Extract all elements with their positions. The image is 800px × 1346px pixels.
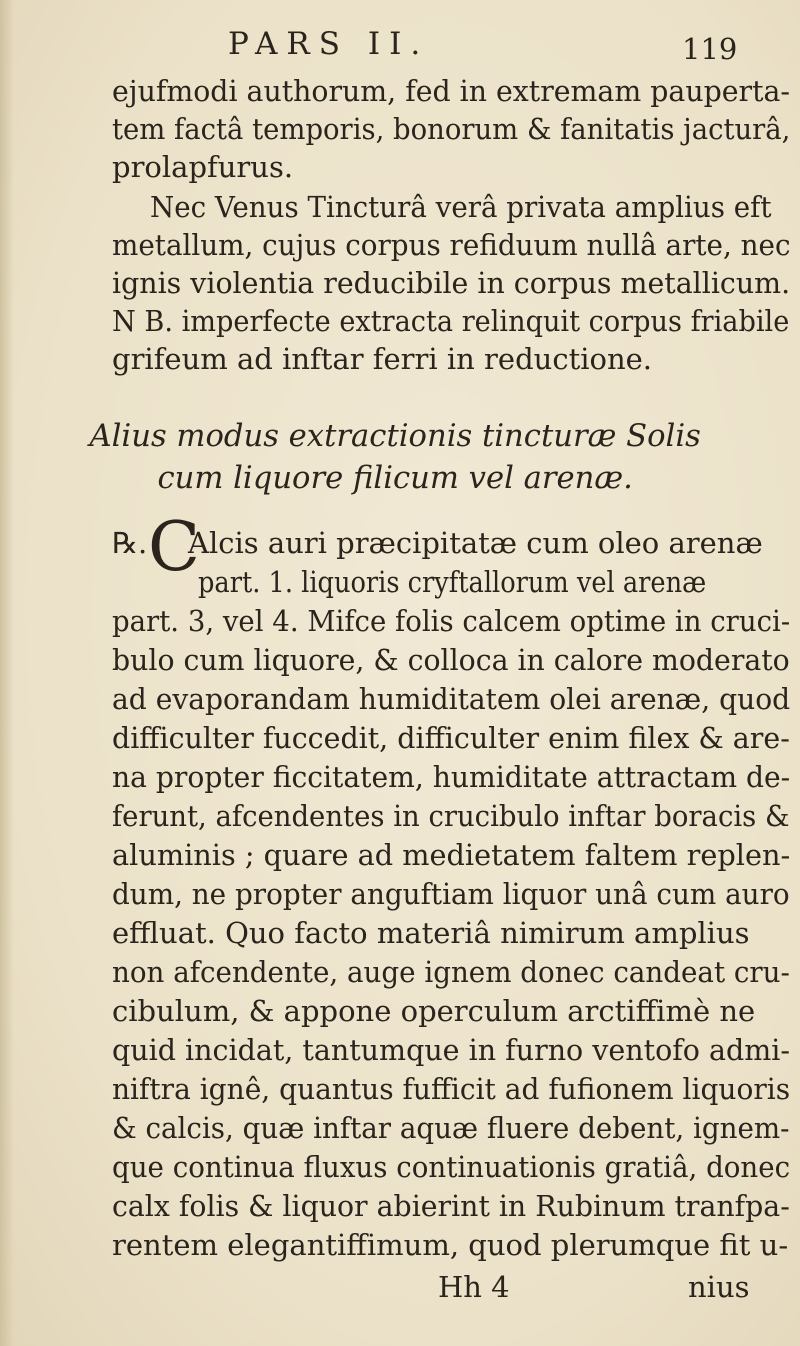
text-line: tem factâ temporis, bonorum & fanitatis jacturâ, bbox=[112, 112, 791, 146]
text-line: effluat. Quo facto materiâ nimirum amplius bbox=[112, 916, 750, 950]
text-line: rentem elegantiffimum, quod plerumque fit u- bbox=[112, 1228, 789, 1262]
text-line: part. 1. liquoris cryftallorum vel arenæ bbox=[198, 565, 707, 599]
text-line: difficulter fuccedit, difficulter enim filex & are- bbox=[112, 721, 790, 755]
text-line: ejufmodi authorum, fed in extremam pauperta- bbox=[112, 74, 790, 108]
section-heading: cum liquore filicum vel arenæ. bbox=[157, 460, 633, 496]
recipe-symbol: ℞. bbox=[112, 526, 148, 560]
text-line: & calcis, quæ inftar aquæ fluere debent, ignem- bbox=[112, 1111, 790, 1145]
text-line: non afcendente, auge ignem donec candeat cru- bbox=[112, 955, 790, 989]
catchword: nius bbox=[688, 1270, 750, 1304]
text-line: metallum, cujus corpus refiduum nullâ arte, nec bbox=[112, 228, 791, 262]
text-line: ferunt, afcendentes in crucibulo inftar boracis & bbox=[112, 799, 790, 833]
text-line: prolapfurus. bbox=[112, 150, 294, 184]
running-head: PARS II. bbox=[228, 26, 430, 62]
text-line: aluminis ; quare ad medietatem faltem replen- bbox=[112, 838, 791, 872]
page-header bbox=[0, 20, 800, 64]
signature-mark: Hh 4 bbox=[438, 1270, 510, 1304]
text-line: ad evaporandam humiditatem olei arenæ, quod bbox=[112, 682, 791, 716]
text-line: bulo cum liquore, & colloca in calore moderato bbox=[112, 643, 790, 677]
recipe-line: Alcis auri præcipitatæ cum oleo arenæ bbox=[188, 526, 763, 560]
page-number: 119 bbox=[682, 32, 738, 66]
text-line: N B. imperfecte extracta relinquit corpus friabile bbox=[112, 304, 790, 338]
text-line: quid incidat, tantumque in furno ventofo admi- bbox=[112, 1033, 791, 1067]
text-line: que continua fluxus continuationis gratiâ, donec bbox=[112, 1150, 791, 1184]
text-line bbox=[112, 524, 782, 562]
text-line: grifeum ad inftar ferri in reductione. bbox=[112, 342, 653, 376]
text-line: Nec Venus Tincturâ verâ privata amplius eft bbox=[150, 190, 772, 224]
section-heading: Alius modus extractionis tincturæ Solis bbox=[89, 418, 701, 454]
text-line: na propter ficcitatem, humiditate attractam de- bbox=[112, 760, 791, 794]
text-line: part. 3, vel 4. Mifce folis calcem optime in cruci- bbox=[112, 604, 791, 638]
text-line: cibulum, & appone operculum arctiffimè ne bbox=[112, 994, 756, 1028]
drop-capital: C bbox=[148, 508, 201, 587]
text-line: niftra ignê, quantus fufficit ad fufionem liquoris bbox=[112, 1072, 791, 1106]
text-line: calx folis & liquor abierint in Rubinum tranfpa- bbox=[112, 1189, 790, 1223]
text-line: dum, ne propter anguftiam liquor unâ cum auro bbox=[112, 877, 790, 911]
text-line: ignis violentia reducibile in corpus metallicum. bbox=[112, 266, 791, 300]
